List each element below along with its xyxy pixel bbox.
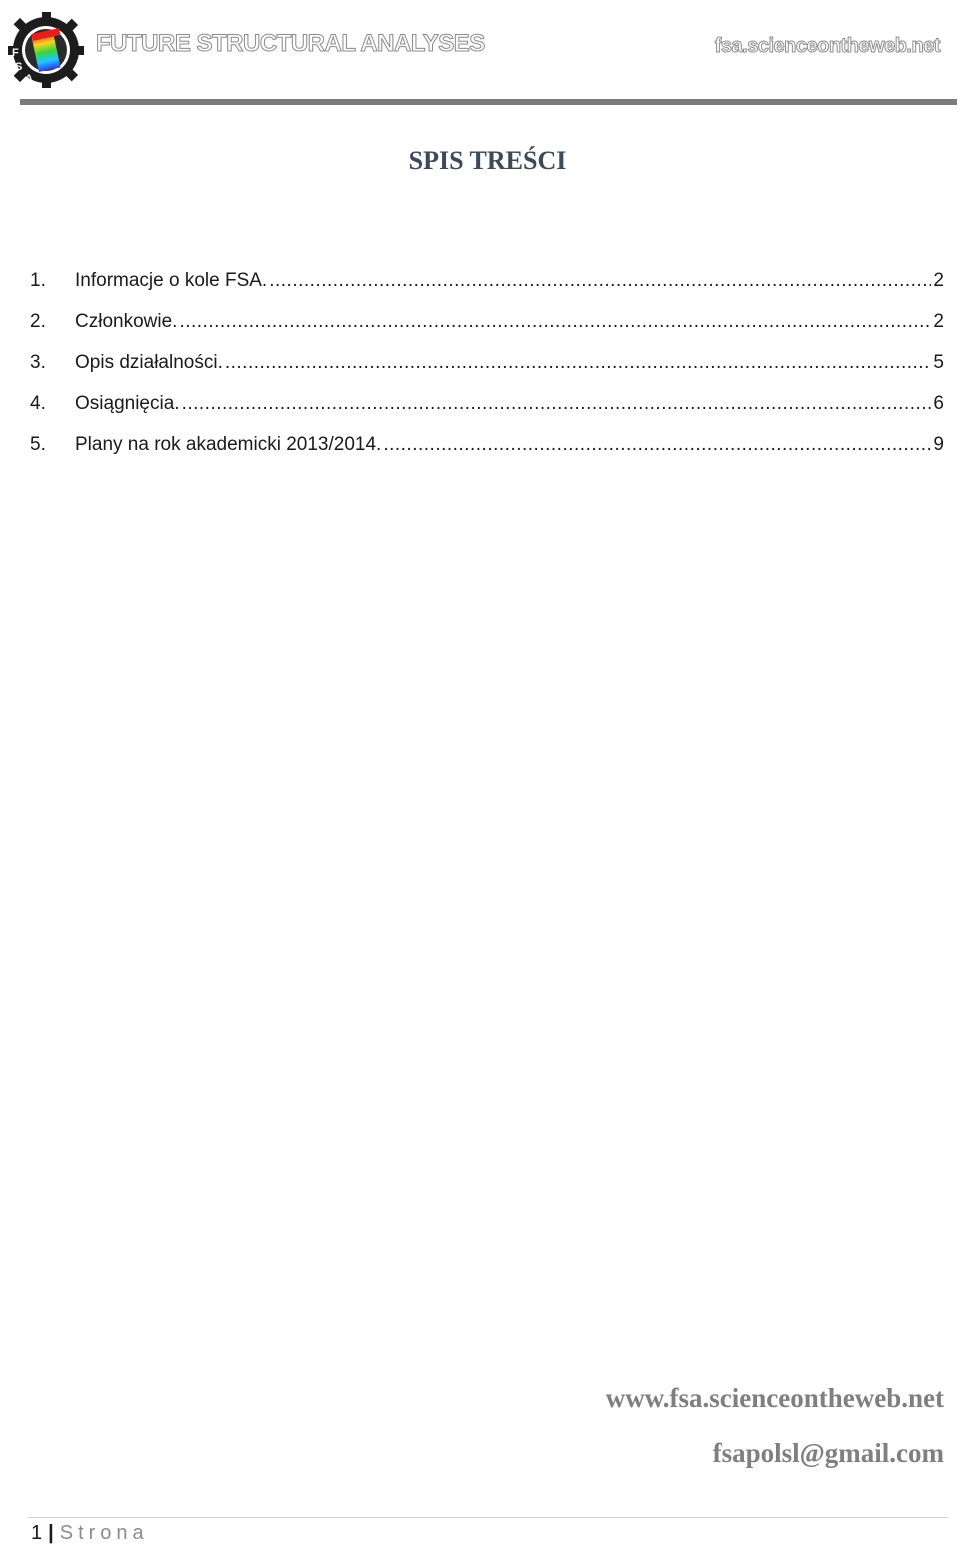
header-site-link[interactable]: fsa.scienceontheweb.net (714, 35, 940, 57)
toc-entry-2[interactable] (30, 311, 944, 352)
footer-page-indicator (31, 1522, 149, 1545)
toc-entry-page: 5 (933, 352, 944, 373)
toc-entry-number: 1. (30, 270, 46, 291)
svg-text:S: S (15, 61, 23, 73)
toc-entry-page: 2 (933, 270, 944, 291)
toc-title: SPIS TREŚCI (408, 146, 567, 175)
contact-website-link[interactable]: www.fsa.scienceontheweb.net (605, 1383, 944, 1413)
svg-text:F: F (12, 47, 19, 59)
toc-entry-number: 5. (30, 434, 46, 455)
table-of-contents (30, 270, 944, 475)
toc-entry-page: 9 (933, 434, 944, 455)
svg-text:A: A (25, 73, 33, 85)
footer-separator: | (48, 1522, 54, 1544)
toc-dot-leader (225, 352, 932, 374)
header-divider (20, 99, 957, 105)
toc-entry-number: 4. (30, 393, 46, 414)
footer-page-number: 1 (31, 1522, 43, 1544)
toc-entry-page: 6 (933, 393, 944, 414)
toc-entry-label: Informacje o kole FSA. (75, 270, 268, 291)
toc-entry-page: 2 (933, 311, 944, 332)
footer-page-word: Strona (59, 1522, 149, 1544)
toc-dot-leader (269, 270, 931, 292)
fsa-gear-logo-icon (2, 4, 90, 92)
toc-entry-5[interactable] (30, 434, 944, 475)
toc-entry-label: Osiągnięcia. (75, 393, 180, 414)
toc-dot-leader (383, 434, 931, 456)
toc-entry-1[interactable] (30, 270, 944, 311)
toc-entry-label: Członkowie. (75, 311, 178, 332)
toc-entry-number: 3. (30, 352, 46, 373)
page-header (0, 0, 960, 108)
contact-email-link[interactable]: fsapolsl@gmail.com (712, 1438, 944, 1468)
toc-dot-leader (182, 393, 932, 415)
toc-entry-number: 2. (30, 311, 46, 332)
toc-entry-3[interactable] (30, 352, 944, 393)
toc-entry-label: Opis działalności. (75, 352, 223, 373)
toc-entry-4[interactable] (30, 393, 944, 434)
header-title: FUTURE STRUCTURAL ANALYSES (96, 30, 485, 57)
toc-entry-label: Plany na rok akademicki 2013/2014. (75, 434, 382, 455)
toc-dot-leader (179, 311, 931, 333)
footer-divider (28, 1517, 948, 1518)
